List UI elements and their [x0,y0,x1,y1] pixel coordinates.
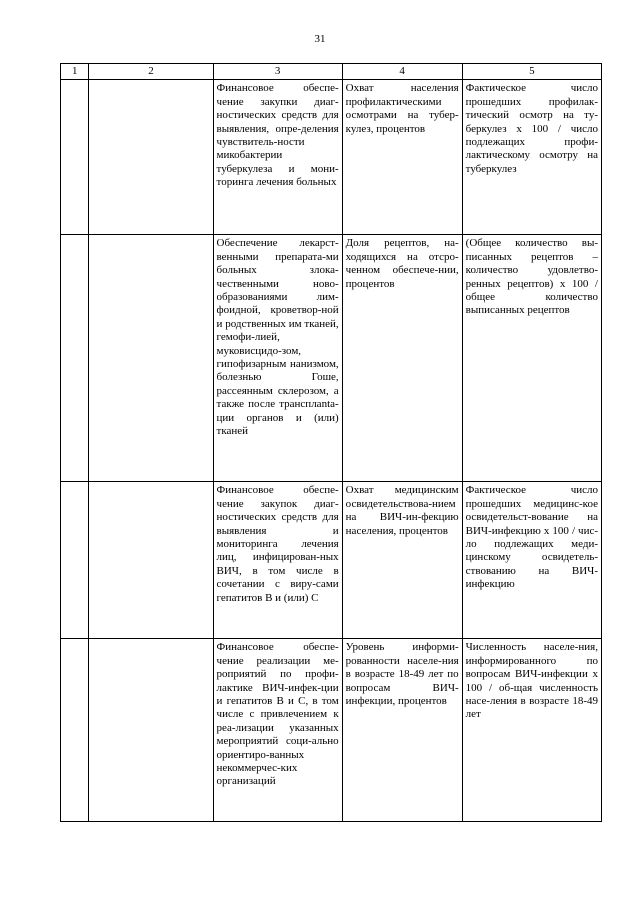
empty-cell-col-2 [89,639,213,822]
header-col-4: 4 [342,64,462,80]
empty-cell-col-2 [89,80,213,235]
table-row [61,639,602,822]
indicator-cell: Уровень информи-рованности населе-ния в возрасте 18-49 лет по вопросам ВИЧ-инфекции, процентов [342,639,462,822]
page-number: 31 [314,33,326,45]
indicator-cell: Охват медицинским освидетельствова-нием на ВИЧ-ин-фекцию населения, процентов [342,482,462,639]
empty-cell-col-1 [61,80,89,235]
empty-cell-col-1 [61,639,89,822]
activity-cell: Финансовое обеспе-чение закупки диаг-ностических средств для выявления, опре-деления чувствитель-ности микобактерии туберкулеза и мони-торинга лечения больных [213,80,342,235]
activity-cell: Финансовое обеспе-чение закупок диаг-ностических средств для выявления и мониторинга лечения лиц, инфицирован-ных ВИЧ, в том числе в сочетании с виру-сами гепатитов B и (или) C [213,482,342,639]
table-row [61,235,602,482]
calculation-method-cell: Фактическое число прошедших медицинс-кое освидетельст-вование на ВИЧ-инфекцию x 100 / чис-ло подлежащих меди-цинскому освидетель-ствованию на ВИЧ-инфекцию [462,482,601,639]
indicator-cell: Доля рецептов, на-ходящихся на отсро-ченном обеспече-нии, процентов [342,235,462,482]
empty-cell-col-2 [89,235,213,482]
empty-cell-col-1 [61,482,89,639]
header-col-5: 5 [462,64,601,80]
calculation-method-cell: (Общее количество вы-писанных рецептов – количество удовлетво-ренных рецептов) x 100 / общее количество выписанных рецептов [462,235,601,482]
calculation-method-cell: Фактическое число прошедших профилак-тический осмотр на ту-беркулез x 100 / число подлежащих профи-лактическому осмотру на туберкулез [462,80,601,235]
table-header-row [61,64,602,80]
indicator-cell: Охват населения профилактическими осмотрами на тубер-кулез, процентов [342,80,462,235]
calculation-method-cell: Численность населе-ния, информированного по вопросам ВИЧ-инфекции x 100 / об-щая численность насе-ления в возрасте 18-49 лет [462,639,601,822]
header-col-3: 3 [213,64,342,80]
table-row [61,80,602,235]
activity-cell: Обеспечение лекарст-венными препарата-ми больных злока-чественными ново-образованиями лим-фоидной, кроветвор-ной и родственных им тканей, гемофи-лией, муковисцидо-зом, гипофизарным нанизмом, болезнью Гоше, рассеянным склерозом, а также после трансплanta-ции органов и (или) тканей [213,235,342,482]
header-col-2: 2 [89,64,213,80]
empty-cell-col-1 [61,235,89,482]
indicators-table [60,63,602,822]
table-row [61,482,602,639]
empty-cell-col-2 [89,482,213,639]
header-col-1: 1 [61,64,89,80]
activity-cell: Финансовое обеспе-чение реализации ме-роприятий по профи-лактике ВИЧ-инфек-ции и гепатитов B и C, в том числе с привлечением к реа-лизации указанных мероприятий соци-ально ориентиро-ванных некоммерчес-ких организаций [213,639,342,822]
